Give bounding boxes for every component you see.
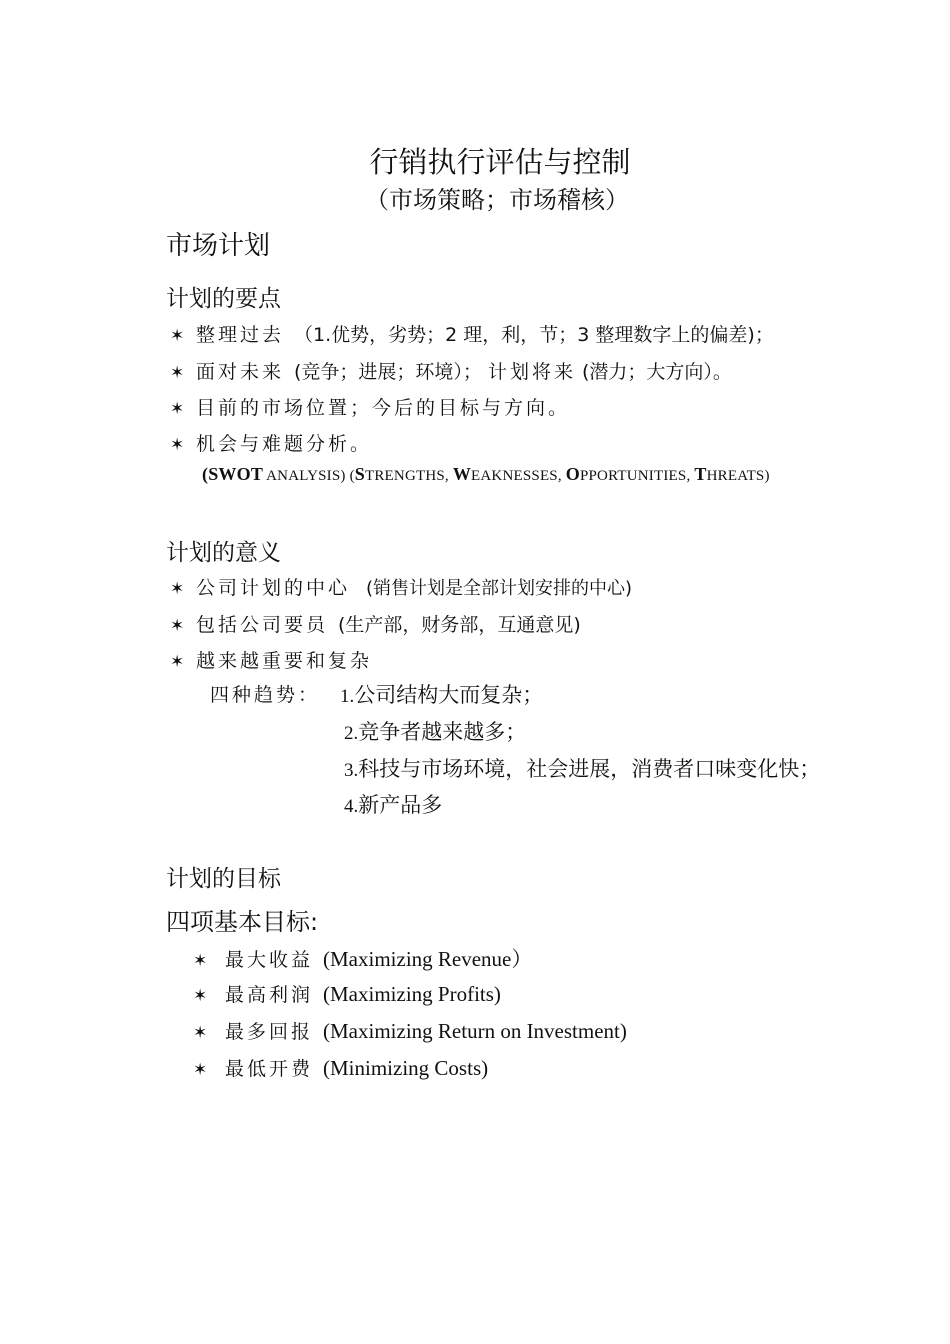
list-item [170, 610, 581, 637]
bullet-star-icon: ✶ [170, 579, 185, 599]
goal-item [193, 1054, 488, 1081]
list-item-lead: 机会与难题分析。 [196, 433, 373, 455]
swot-s: S [354, 464, 365, 484]
list-item [170, 393, 570, 420]
goal-cn: 最高利润 [225, 984, 314, 1006]
goal-en: (Maximizing Return on Investment) [323, 1019, 627, 1043]
bullet-star-icon: ✶ [170, 363, 185, 383]
swot-o: O [565, 464, 580, 484]
heading-goals: 计划的目标 [166, 866, 281, 892]
document-subtitle: （市场策略；市场稽核） [365, 186, 629, 214]
bullet-star-icon: ✶ [170, 399, 185, 419]
trend-text: 新产品多 [358, 793, 443, 817]
goal-cn: 最大收益 [225, 949, 314, 971]
list-item-lead: 整理过去 [196, 324, 285, 346]
trend-number: 4. [344, 796, 359, 817]
swot-weaknesses: EAKNESSES, [471, 468, 566, 484]
goal-en: (Maximizing Revenue） [323, 947, 533, 971]
swot-t: T [694, 464, 707, 484]
goal-item [193, 1017, 627, 1044]
list-item-detail-2: (潜力；大方向）。 [581, 361, 732, 383]
list-item [170, 320, 774, 347]
subheading-four-goals: 四项基本目标: [166, 908, 319, 936]
goal-item [193, 943, 532, 973]
trends-label: 四种趋势： [210, 684, 321, 706]
bullet-star-icon: ✶ [193, 1023, 208, 1043]
document-title: 行销执行评估与控制 [369, 145, 631, 179]
trend-number: 3. [344, 760, 359, 781]
swot-analysis-line [202, 464, 770, 485]
list-item-lead: 面对未来 [196, 361, 285, 383]
bullet-star-icon: ✶ [193, 986, 208, 1006]
section-heading-market-plan: 市场计划 [166, 231, 271, 261]
list-item-detail: (竞争；进展；环境）； [294, 361, 482, 383]
list-item-lead-2: 计划将来 [487, 361, 576, 383]
goal-en: (Minimizing Costs) [323, 1056, 489, 1080]
swot-strengths: TRENGTHS, [364, 468, 453, 484]
bullet-star-icon: ✶ [170, 326, 185, 346]
bullet-star-icon: ✶ [170, 616, 185, 636]
trend-number: 2. [344, 723, 359, 744]
trend-item [340, 679, 543, 709]
list-item-detail: （1.优势，劣势；2 理，利，节；3 整理数字上的偏差)； [294, 324, 774, 346]
swot-w: W [452, 464, 472, 484]
trend-item [344, 753, 820, 783]
trend-text: 竞争者越来越多； [358, 720, 527, 744]
goal-item [193, 980, 501, 1007]
list-item-lead: 目前的市场位置；今后的目标与方向。 [196, 397, 571, 419]
trend-text: 科技与市场环境，社会进展，消费者口味变化快； [358, 757, 821, 781]
list-item-lead: 包括公司要员 [196, 614, 329, 636]
list-item-lead: 公司计划的中心 [196, 577, 351, 599]
heading-key-points: 计划的要点 [166, 286, 281, 312]
list-item-detail: (生产部，财务部，互通意见) [338, 614, 581, 636]
list-item [170, 429, 372, 456]
list-item [170, 357, 732, 384]
swot-analysis-text: ANALYSIS) ( [263, 468, 355, 484]
swot-open-paren: ( [202, 464, 209, 484]
goal-cn: 最低开费 [225, 1058, 314, 1080]
swot-label: SWOT [208, 464, 264, 484]
trend-text: 公司结构大而复杂； [354, 683, 544, 707]
bullet-star-icon: ✶ [170, 435, 185, 455]
list-item [170, 573, 632, 600]
trend-number: 1. [340, 686, 355, 707]
bullet-star-icon: ✶ [193, 951, 208, 971]
list-item-detail: (销售计划是全部计划安排的中心) [366, 578, 633, 599]
heading-significance: 计划的意义 [166, 540, 281, 566]
goal-cn: 最多回报 [225, 1021, 314, 1043]
swot-threats: HREATS) [706, 468, 770, 484]
trend-item [344, 716, 526, 746]
list-item-lead: 越来越重要和复杂 [196, 650, 373, 672]
bullet-star-icon: ✶ [193, 1060, 208, 1080]
swot-opportunities: PPORTUNITIES, [579, 468, 695, 484]
bullet-star-icon: ✶ [170, 652, 185, 672]
trend-item [344, 789, 442, 819]
goal-en: (Maximizing Profits) [323, 982, 501, 1006]
list-item [170, 646, 372, 673]
